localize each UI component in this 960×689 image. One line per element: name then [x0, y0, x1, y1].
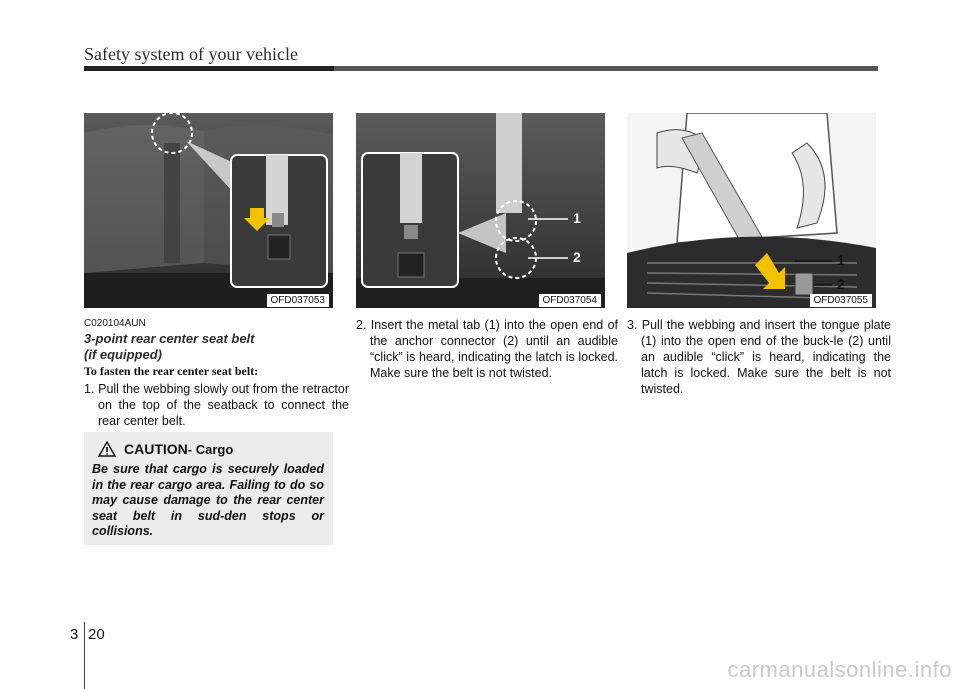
figure-caption: OFD037054: [539, 294, 601, 307]
watermark: carmanualsonline.info: [727, 657, 952, 682]
figure-anchor-connector: [356, 113, 605, 308]
sub-heading: To fasten the rear center seat belt:: [84, 364, 259, 378]
page-number: 20: [88, 626, 105, 643]
seat-illustration-2: [356, 113, 605, 308]
seat-illustration-1: [84, 113, 333, 308]
section-code: C020104AUN: [84, 318, 146, 329]
caution-heading: [98, 441, 233, 457]
figure-buckle-insertion: [627, 113, 876, 308]
section-title-line2: (if equipped): [84, 347, 162, 362]
figure-rear-seat-retractor: [84, 113, 333, 308]
chapter-number: 3: [70, 626, 79, 643]
caution-text: Be sure that cargo is securely loaded in the rear cargo area. Failing to do so may cause damage to the rear center seat belt in sud-den stops or collisions.: [92, 462, 324, 538]
warning-triangle-icon: [98, 441, 116, 457]
header-rule-accent: [84, 66, 334, 71]
section-title-line1: 3-point rear center seat belt: [84, 331, 255, 346]
figure-caption: OFD037055: [810, 294, 872, 307]
footer-divider: [84, 622, 85, 689]
figure-caption: OFD037053: [267, 294, 329, 307]
callout-label-2: 2: [837, 276, 845, 292]
step-2: 2. Insert the metal tab (1) into the open end of the anchor connector (2) until an audible “click” is heard, indicating the latch is locked. Make sure the belt is not twisted.: [356, 318, 618, 380]
step-3: 3. Pull the webbing and insert the tongue plate (1) into the open end of the buck-le (2) until an audible “click” is heard, indicating the latch is locked. Make sure the belt is not twisted.: [627, 318, 891, 396]
person-buckle-illustration: [627, 113, 876, 308]
section-title: [84, 331, 334, 363]
caution-label: CAUTION: [124, 441, 188, 457]
callout-label-2: 2: [573, 249, 581, 265]
page-header-title: Safety system of your vehicle: [84, 44, 298, 64]
caution-box: [84, 432, 333, 545]
caution-topic: - Cargo: [187, 441, 234, 457]
step-1: 1. Pull the webbing slowly out from the retractor on the top of the seatback to connect the rear center belt.: [84, 382, 349, 428]
callout-label-1: 1: [837, 252, 845, 268]
callout-label-1: 1: [573, 210, 581, 226]
